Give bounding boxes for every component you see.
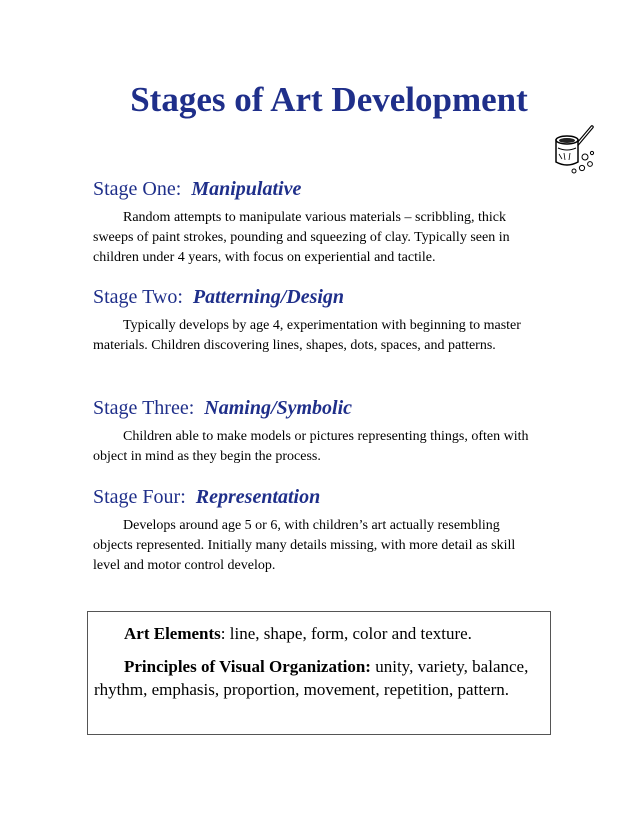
paint-can-icon xyxy=(550,124,596,174)
art-elements-text: : line, shape, form, color and texture. xyxy=(220,624,472,643)
stage-heading xyxy=(93,484,543,510)
principles-text: unity, variety, balance, rhythm, emphasis, proportion, movement, repetition, pattern. xyxy=(94,657,529,699)
stage-label: Stage Two: xyxy=(93,286,183,308)
principles-of-visual-organization xyxy=(94,655,544,701)
stage-name: Naming/Symbolic xyxy=(204,397,353,419)
stage-description: Children able to make models or pictures representing things, often with object in mind as they begin the process. xyxy=(93,429,529,464)
principles-label: Principles of Visual Organization: xyxy=(124,657,371,676)
art-elements xyxy=(94,622,544,645)
stage-description: Random attempts to manipulate various materials – scribbling, thick sweeps of paint strokes, pounding and squeezing of clay. Typically seen in children under 4 years, with focus on experiential and tactile. xyxy=(93,210,510,265)
stage-name: Patterning/Design xyxy=(192,286,345,308)
stage-name: Representation xyxy=(195,486,321,508)
stage-description: Develops around age 5 or 6, with children’s art actually resembling objects represented. Initially many details missing, with more detail as skill level and motor control develop. xyxy=(93,518,516,573)
art-elements-label: Art Elements xyxy=(124,624,221,643)
summary-box xyxy=(87,611,551,735)
stage-four xyxy=(93,484,543,576)
stage-label: Stage Four: xyxy=(93,486,186,508)
stage-one xyxy=(93,176,543,268)
stage-heading xyxy=(93,395,543,421)
stage-two xyxy=(93,284,543,356)
page-title: Stages of Art Development xyxy=(130,80,528,119)
stage-three xyxy=(93,395,543,467)
stage-description: Typically develops by age 4, experimentation with beginning to master materials. Children discovering lines, shapes, dots, spaces, and patterns. xyxy=(93,318,521,353)
stage-name: Manipulative xyxy=(191,178,302,200)
stage-label: Stage One: xyxy=(93,178,182,200)
stage-label: Stage Three: xyxy=(93,397,195,419)
stage-heading xyxy=(93,284,543,310)
stage-heading xyxy=(93,176,543,202)
